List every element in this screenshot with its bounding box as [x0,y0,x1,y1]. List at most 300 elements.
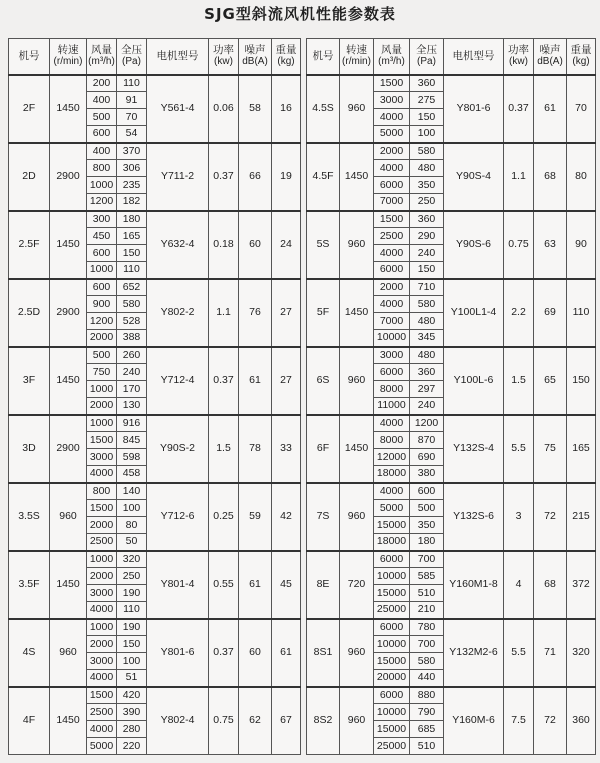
cell-pressure: 600 [410,483,444,500]
table-row [9,75,301,92]
cell-motor: Y160M1-8 [444,551,504,619]
cell-flow: 500 [87,347,117,364]
cell-pressure: 388 [117,330,147,347]
cell-speed: 1450 [50,211,87,279]
header-weight-label: 重量 [275,44,297,57]
header-power [504,39,534,75]
cell-pressure: 700 [410,551,444,568]
cell-pressure: 290 [410,228,444,245]
cell-weight: 372 [567,551,596,619]
cell-flow: 11000 [374,398,410,415]
cell-flow: 2000 [87,636,117,653]
cell-noise: 63 [534,211,567,279]
cell-pressure: 580 [410,296,444,313]
cell-flow: 10000 [374,636,410,653]
cell-flow: 4000 [374,109,410,126]
cell-pressure: 80 [117,517,147,534]
cell-pressure: 598 [117,449,147,466]
cell-noise: 60 [239,619,272,687]
cell-flow: 1000 [87,381,117,398]
cell-motor: Y711-2 [147,143,209,211]
cell-flow: 600 [87,279,117,296]
cell-motor: Y712-4 [147,347,209,415]
cell-weight: 150 [567,347,596,415]
cell-weight: 27 [272,347,301,415]
header-pressure-label: 全压 [121,44,142,57]
table-row [307,415,596,432]
cell-motor: Y801-4 [147,551,209,619]
cell-pressure: 370 [117,143,147,160]
cell-pressure: 510 [410,738,444,755]
cell-flow: 2500 [374,228,410,245]
cell-flow: 5000 [87,738,117,755]
cell-pressure: 458 [117,466,147,483]
cell-weight: 27 [272,279,301,347]
cell-noise: 66 [239,143,272,211]
cell-speed: 1450 [50,347,87,415]
header-speed-label: 转速 [57,44,79,57]
header-power-unit: (kw) [214,56,233,68]
cell-weight: 320 [567,619,596,687]
cell-flow: 600 [87,126,117,143]
header-noise-unit: dB(A) [537,56,563,68]
cell-flow: 1000 [87,551,117,568]
cell-power: 0.37 [504,75,534,143]
cell-flow: 400 [87,143,117,160]
cell-speed: 2900 [50,415,87,483]
cell-model: 8S1 [307,619,340,687]
header-model [307,39,340,75]
table-row [9,687,301,704]
cell-weight: 80 [567,143,596,211]
cell-flow: 500 [87,109,117,126]
cell-motor: Y132M2-6 [444,619,504,687]
header-noise [534,39,567,75]
cell-weight: 110 [567,279,596,347]
cell-noise: 72 [534,483,567,551]
performance-table-left [8,38,301,755]
cell-pressure: 1200 [410,415,444,432]
cell-model: 4S [9,619,50,687]
header-weight-label: 重量 [570,44,592,57]
cell-speed: 1450 [50,75,87,143]
cell-pressure: 297 [410,381,444,398]
cell-flow: 6000 [374,551,410,568]
cell-flow: 400 [87,92,117,109]
cell-motor: Y801-6 [147,619,209,687]
cell-pressure: 780 [410,619,444,636]
cell-power: 1.1 [209,279,239,347]
header-flow-label: 风量 [91,44,112,57]
cell-power: 0.55 [209,551,239,619]
table-row [307,279,596,296]
table-row [9,143,301,160]
cell-weight: 33 [272,415,301,483]
cell-pressure: 350 [410,177,444,194]
cell-motor: Y90S-6 [444,211,504,279]
cell-noise: 60 [239,211,272,279]
table-row [9,483,301,500]
cell-model: 8E [307,551,340,619]
header-model-label: 机号 [18,50,40,63]
cell-speed: 960 [50,483,87,551]
table-row [307,75,596,92]
cell-power: 4 [504,551,534,619]
cell-pressure: 845 [117,432,147,449]
cell-flow: 20000 [374,670,410,687]
table-row [9,551,301,568]
header-noise-label: 噪声 [539,44,561,57]
header-noise-label: 噪声 [244,44,266,57]
cell-motor: Y712-6 [147,483,209,551]
cell-flow: 4000 [87,466,117,483]
page-title: SJG型斜流风机性能参数表 [204,5,396,23]
table-row [9,211,301,228]
cell-pressure: 240 [410,398,444,415]
cell-weight: 42 [272,483,301,551]
header-flow [374,39,410,75]
cell-pressure: 240 [410,245,444,262]
table-row [307,143,596,160]
cell-model: 5S [307,211,340,279]
cell-speed: 960 [340,347,374,415]
cell-power: 0.37 [209,619,239,687]
cell-model: 3.5S [9,483,50,551]
cell-pressure: 130 [117,398,147,415]
cell-weight: 90 [567,211,596,279]
cell-motor: Y802-4 [147,687,209,755]
cell-flow: 800 [87,160,117,177]
cell-noise: 61 [239,551,272,619]
header-speed-unit: (r/min) [342,56,371,68]
cell-flow: 6000 [374,364,410,381]
cell-motor: Y100L-6 [444,347,504,415]
cell-power: 3 [504,483,534,551]
cell-pressure: 180 [117,211,147,228]
cell-power: 0.18 [209,211,239,279]
cell-pressure: 100 [117,653,147,670]
table-row [307,687,596,704]
header-pressure [117,39,147,75]
cell-flow: 2000 [87,330,117,347]
cell-flow: 1200 [87,194,117,211]
cell-speed: 960 [340,211,374,279]
header-weight [567,39,596,75]
cell-power: 5.5 [504,415,534,483]
cell-motor: Y801-6 [444,75,504,143]
cell-model: 3.5F [9,551,50,619]
header-motor-label: 电机型号 [452,50,495,63]
header-noise-unit: dB(A) [242,56,268,68]
cell-pressure: 100 [117,500,147,517]
header-weight-unit: (kg) [572,56,590,68]
header-pressure-unit: (Pa) [122,56,141,68]
cell-speed: 2900 [50,279,87,347]
cell-pressure: 710 [410,279,444,296]
cell-pressure: 110 [117,262,147,279]
cell-power: 2.2 [504,279,534,347]
cell-flow: 4000 [374,160,410,177]
cell-flow: 25000 [374,602,410,619]
cell-noise: 76 [239,279,272,347]
cell-flow: 4000 [87,602,117,619]
cell-pressure: 182 [117,194,147,211]
cell-power: 5.5 [504,619,534,687]
cell-flow: 10000 [374,330,410,347]
cell-noise: 62 [239,687,272,755]
cell-flow: 3000 [87,449,117,466]
cell-power: 0.75 [209,687,239,755]
cell-pressure: 480 [410,313,444,330]
cell-motor: Y561-4 [147,75,209,143]
cell-flow: 4000 [374,296,410,313]
cell-pressure: 360 [410,364,444,381]
cell-flow: 800 [87,483,117,500]
cell-motor: Y90S-2 [147,415,209,483]
cell-flow: 10000 [374,568,410,585]
cell-pressure: 306 [117,160,147,177]
cell-pressure: 190 [117,585,147,602]
cell-model: 7S [307,483,340,551]
cell-flow: 1000 [87,415,117,432]
cell-flow: 4000 [374,245,410,262]
cell-pressure: 700 [410,636,444,653]
header-power [209,39,239,75]
cell-flow: 1200 [87,313,117,330]
cell-pressure: 880 [410,687,444,704]
cell-pressure: 54 [117,126,147,143]
cell-flow: 3000 [374,347,410,364]
cell-flow: 1500 [87,500,117,517]
header-speed-label: 转速 [346,44,367,57]
cell-motor: Y90S-4 [444,143,504,211]
cell-pressure: 235 [117,177,147,194]
cell-flow: 4000 [87,670,117,687]
cell-flow: 1500 [87,687,117,704]
cell-pressure: 350 [410,517,444,534]
cell-pressure: 480 [410,160,444,177]
cell-pressure: 91 [117,92,147,109]
cell-pressure: 250 [117,568,147,585]
cell-flow: 18000 [374,466,410,483]
cell-flow: 450 [87,228,117,245]
header-power-unit: (kw) [509,56,528,68]
cell-pressure: 165 [117,228,147,245]
cell-power: 1.5 [209,415,239,483]
cell-flow: 2000 [87,517,117,534]
cell-weight: 215 [567,483,596,551]
cell-pressure: 320 [117,551,147,568]
cell-flow: 6000 [374,619,410,636]
cell-flow: 7000 [374,313,410,330]
cell-speed: 960 [340,483,374,551]
cell-flow: 1500 [374,211,410,228]
cell-flow: 15000 [374,517,410,534]
cell-speed: 2900 [50,143,87,211]
header-weight [272,39,301,75]
cell-model: 3D [9,415,50,483]
header-power-label: 功率 [508,44,529,57]
cell-flow: 12000 [374,449,410,466]
header-pressure-unit: (Pa) [417,56,436,68]
cell-power: 0.25 [209,483,239,551]
header-model-label: 机号 [312,50,334,63]
cell-pressure: 390 [117,704,147,721]
table-row [9,415,301,432]
cell-pressure: 150 [410,109,444,126]
cell-flow: 5000 [374,500,410,517]
cell-motor: Y132S-4 [444,415,504,483]
cell-power: 0.06 [209,75,239,143]
cell-noise: 78 [239,415,272,483]
cell-flow: 10000 [374,704,410,721]
cell-pressure: 690 [410,449,444,466]
table-row [307,551,596,568]
cell-pressure: 528 [117,313,147,330]
header-speed [50,39,87,75]
cell-flow: 15000 [374,585,410,602]
cell-flow: 1500 [374,75,410,92]
cell-noise: 65 [534,347,567,415]
header-power-label: 功率 [213,44,234,57]
cell-pressure: 500 [410,500,444,517]
cell-model: 3F [9,347,50,415]
cell-pressure: 190 [117,619,147,636]
cell-noise: 68 [534,143,567,211]
header-speed [340,39,374,75]
cell-pressure: 110 [117,602,147,619]
cell-flow: 3000 [87,653,117,670]
cell-noise: 58 [239,75,272,143]
cell-pressure: 140 [117,483,147,500]
cell-weight: 45 [272,551,301,619]
cell-flow: 750 [87,364,117,381]
cell-speed: 960 [340,75,374,143]
header-noise [239,39,272,75]
cell-model: 6F [307,415,340,483]
header-motor [444,39,504,75]
cell-pressure: 275 [410,92,444,109]
cell-pressure: 280 [117,721,147,738]
cell-model: 2F [9,75,50,143]
cell-weight: 165 [567,415,596,483]
cell-flow: 1000 [87,262,117,279]
cell-motor: Y100L1-4 [444,279,504,347]
cell-power: 1.5 [504,347,534,415]
cell-pressure: 51 [117,670,147,687]
cell-flow: 2000 [87,568,117,585]
cell-flow: 2500 [87,534,117,551]
cell-flow: 300 [87,211,117,228]
cell-weight: 61 [272,619,301,687]
cell-speed: 720 [340,551,374,619]
cell-pressure: 70 [117,109,147,126]
cell-model: 2.5F [9,211,50,279]
cell-weight: 24 [272,211,301,279]
cell-weight: 16 [272,75,301,143]
cell-pressure: 240 [117,364,147,381]
header-pressure-label: 全压 [416,44,437,57]
cell-flow: 15000 [374,721,410,738]
cell-flow: 15000 [374,653,410,670]
cell-model: 4.5F [307,143,340,211]
table-row [307,619,596,636]
cell-power: 1.1 [504,143,534,211]
cell-flow: 6000 [374,262,410,279]
cell-power: 0.37 [209,143,239,211]
cell-noise: 71 [534,619,567,687]
cell-pressure: 420 [117,687,147,704]
table-row [307,347,596,364]
cell-pressure: 580 [410,143,444,160]
cell-model: 2D [9,143,50,211]
cell-flow: 4000 [87,721,117,738]
cell-flow: 4000 [374,415,410,432]
cell-pressure: 250 [410,194,444,211]
header-pressure [410,39,444,75]
header-weight-unit: (kg) [277,56,295,68]
cell-pressure: 510 [410,585,444,602]
cell-model: 4F [9,687,50,755]
cell-weight: 70 [567,75,596,143]
cell-speed: 1450 [50,687,87,755]
cell-pressure: 345 [410,330,444,347]
cell-weight: 360 [567,687,596,755]
cell-pressure: 580 [117,296,147,313]
cell-pressure: 360 [410,211,444,228]
header-model [9,39,50,75]
cell-power: 0.37 [209,347,239,415]
cell-power: 7.5 [504,687,534,755]
cell-model: 4.5S [307,75,340,143]
cell-flow: 4000 [374,483,410,500]
cell-flow: 1000 [87,177,117,194]
cell-pressure: 50 [117,534,147,551]
cell-noise: 68 [534,551,567,619]
performance-table-right [306,38,596,755]
cell-pressure: 652 [117,279,147,296]
cell-pressure: 585 [410,568,444,585]
cell-speed: 1450 [340,279,374,347]
cell-model: 8S2 [307,687,340,755]
cell-speed: 1450 [340,415,374,483]
cell-weight: 67 [272,687,301,755]
cell-speed: 960 [50,619,87,687]
cell-flow: 7000 [374,194,410,211]
cell-model: 6S [307,347,340,415]
cell-pressure: 170 [117,381,147,398]
table-row [307,483,596,500]
cell-pressure: 110 [117,75,147,92]
header-motor-label: 电机型号 [156,50,199,63]
header-flow-unit: (m³/h) [88,56,115,68]
cell-flow: 900 [87,296,117,313]
cell-weight: 19 [272,143,301,211]
cell-pressure: 480 [410,347,444,364]
cell-speed: 960 [340,687,374,755]
cell-flow: 1500 [87,432,117,449]
cell-pressure: 685 [410,721,444,738]
table-row [9,347,301,364]
cell-flow: 5000 [374,126,410,143]
cell-flow: 2000 [374,279,410,296]
cell-pressure: 580 [410,653,444,670]
cell-pressure: 440 [410,670,444,687]
cell-model: 5F [307,279,340,347]
cell-pressure: 870 [410,432,444,449]
cell-pressure: 916 [117,415,147,432]
header-speed-unit: (r/min) [53,56,83,68]
